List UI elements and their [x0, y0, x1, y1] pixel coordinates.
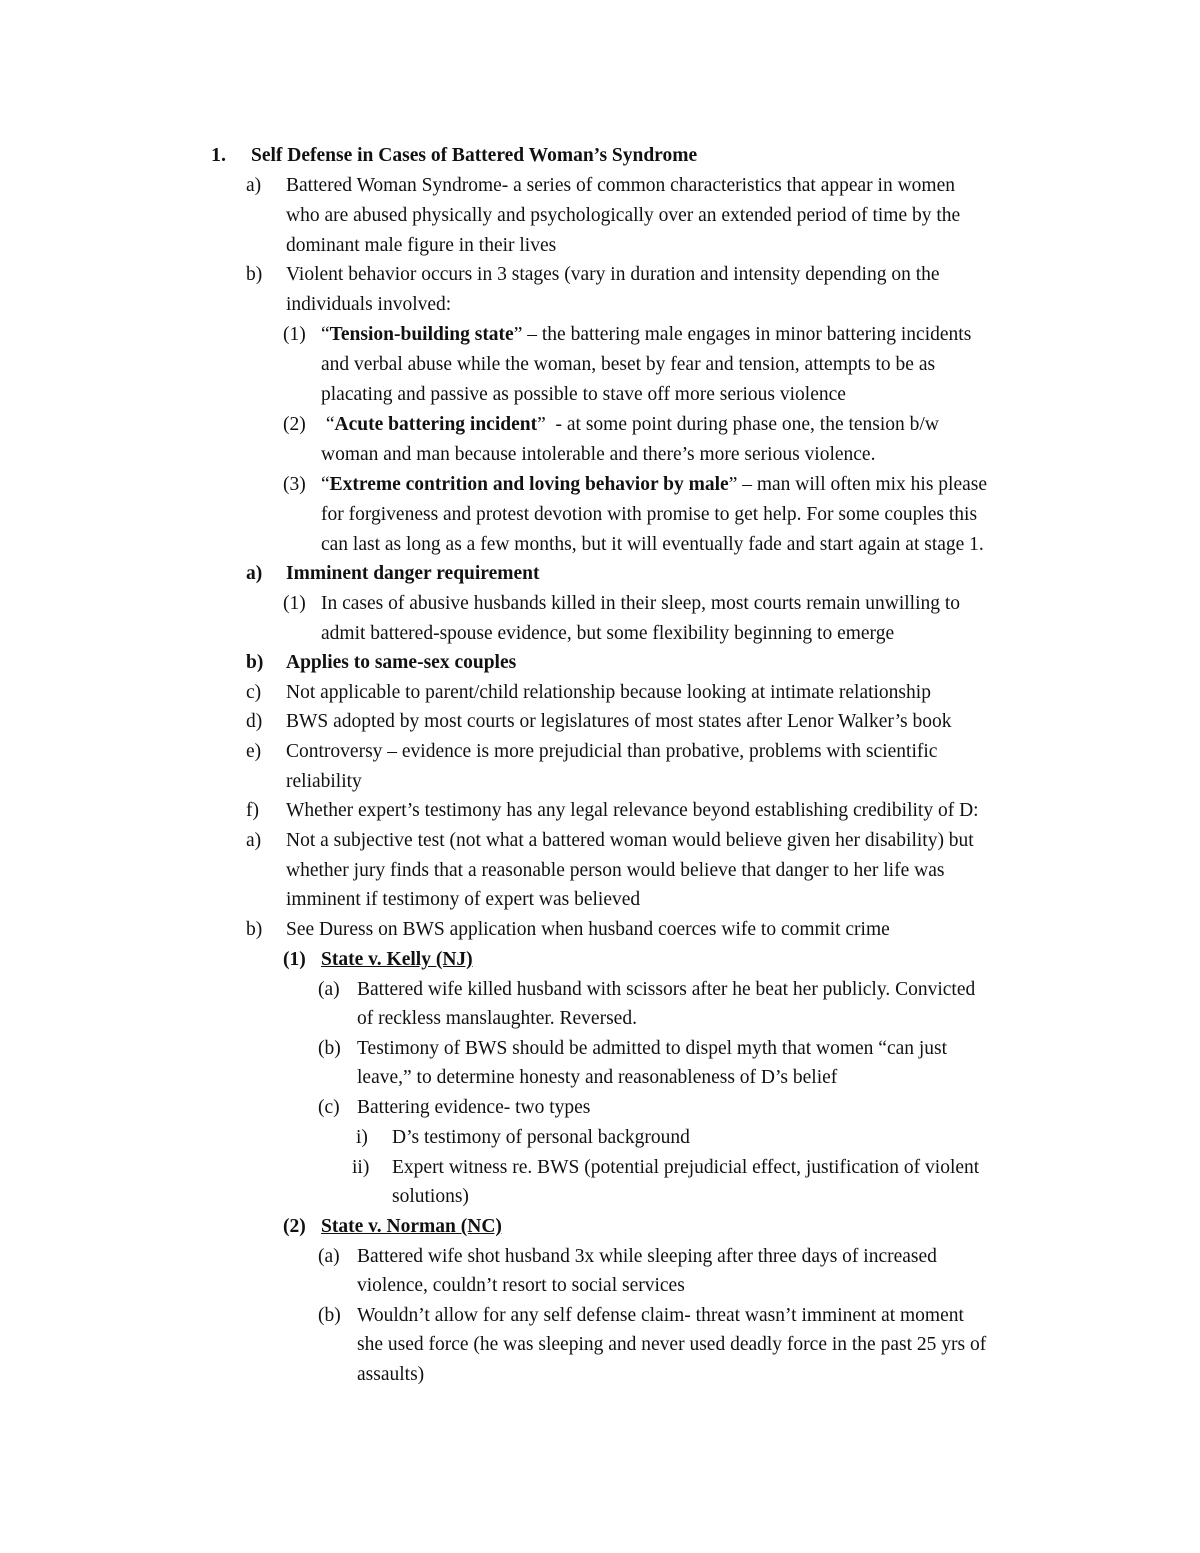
case-point-text: Battered wife killed husband with scissors after he beat her publicly. Convicted — [357, 979, 976, 1000]
case-point-text: assaults) — [357, 1364, 425, 1385]
heading-marker — [211, 143, 226, 168]
subitem-text: placating and passive as possible to stave off more serious violence — [321, 384, 846, 405]
subitem-text: In cases of abusive husbands killed in their sleep, most courts remain unwilling to — [321, 593, 961, 614]
item-marker: c) — [246, 682, 262, 703]
item-marker: a) — [246, 175, 262, 196]
item-text: Controversy – evidence is more prejudicial than probative, problems with scientific — [286, 741, 938, 762]
case-point-text: of reckless manslaughter. Reversed. — [357, 1008, 637, 1029]
item-marker: d) — [246, 711, 263, 732]
quote-open: “ — [321, 324, 330, 345]
stage-name: Extreme contrition and loving behavior by male — [329, 474, 729, 495]
stage-name: Acute battering incident — [334, 414, 538, 435]
item-text: whether jury finds that a reasonable person would believe that danger to her life was — [286, 860, 945, 881]
case-point-marker: (b) — [318, 1305, 341, 1326]
item-text: reliability — [286, 771, 362, 792]
roman-text: Expert witness re. BWS (potential prejudicial effect, justification of violent — [392, 1157, 980, 1178]
item-text: Battered Woman Syndrome- a series of common characteristics that appear in women — [286, 175, 955, 196]
item-marker: b) — [246, 652, 264, 673]
item-marker: a) — [246, 563, 263, 584]
item-marker: a) — [246, 830, 262, 851]
case-point-text: she used force (he was sleeping and never used deadly force in the past 25 yrs of — [357, 1334, 987, 1355]
subitem-marker: (1) — [283, 324, 306, 345]
subitem-text: and verbal abuse while the woman, beset by fear and tension, attempts to be as — [321, 354, 936, 375]
case-marker: (1) — [283, 949, 306, 970]
subitem-text: admit battered-spouse evidence, but some flexibility beginning to emerge — [321, 623, 895, 644]
item-text: See Duress on BWS application when husband coerces wife to commit crime — [286, 919, 890, 940]
case-point-marker: (b) — [318, 1038, 341, 1059]
subitem-marker: (2) — [283, 414, 306, 435]
item-marker: f) — [246, 800, 259, 821]
case-point-text: Wouldn’t allow for any self defense claim- threat wasn’t imminent at moment — [357, 1305, 964, 1326]
item-text: imminent if testimony of expert was believed — [286, 889, 641, 910]
stage-description: ” – man will often mix his please — [728, 474, 988, 495]
subitem-text: for forgiveness and protest devotion with promise to get help. For some couples this — [321, 504, 978, 525]
stage-description: ” – the battering male engages in minor battering incidents — [513, 324, 972, 345]
roman-text: D’s testimony of personal background — [392, 1127, 690, 1148]
roman-text: solutions) — [392, 1186, 469, 1207]
case-point-marker: (a) — [318, 979, 340, 1000]
quote-open: “ — [321, 474, 330, 495]
subitem-text — [321, 323, 971, 347]
item-text: Applies to same-sex couples — [286, 652, 517, 673]
subitem-text: can last as long as a few months, but it will eventually fade and start again at stage 1. — [321, 534, 984, 555]
roman-marker: i) — [356, 1127, 368, 1148]
case-point-text: Battering evidence- two types — [357, 1097, 591, 1118]
item-text: BWS adopted by most courts or legislatures of most states after Lenor Walker’s book — [286, 711, 952, 732]
item-text: individuals involved: — [286, 294, 452, 315]
subitem-marker: (3) — [283, 474, 306, 495]
case-point-text: leave,” to determine honesty and reasonableness of D’s belief — [357, 1067, 838, 1088]
subitem-text: woman and man because intolerable and there’s more serious violence. — [321, 444, 876, 465]
roman-marker: ii) — [352, 1157, 370, 1178]
item-text: who are abused physically and psychologically over an extended period of time by the — [286, 205, 961, 226]
case-point-text: violence, couldn’t resort to social services — [357, 1275, 685, 1296]
stage-name: Tension-building state — [329, 324, 514, 345]
item-text: Not applicable to parent/child relationship because looking at intimate relationship — [286, 682, 931, 703]
item-marker: e) — [246, 741, 262, 762]
subitem-marker: (1) — [283, 593, 306, 614]
item-text: Whether expert’s testimony has any legal relevance beyond establishing credibility of D: — [286, 800, 979, 821]
heading-title — [251, 144, 697, 168]
case-marker: (2) — [283, 1216, 306, 1237]
case-point-text: Testimony of BWS should be admitted to dispel myth that women “can just — [357, 1038, 948, 1059]
item-marker: b) — [246, 919, 263, 940]
subitem-text — [321, 473, 987, 497]
heading-number: 1. — [211, 144, 226, 166]
subitem-text — [321, 413, 939, 437]
stage-description: ” - at some point during phase one, the tension b/w — [537, 414, 939, 435]
item-text: Imminent danger requirement — [286, 563, 540, 584]
case-title: State v. Kelly (NJ) — [321, 949, 473, 970]
case-point-marker: (c) — [318, 1097, 340, 1118]
case-title: State v. Norman (NC) — [321, 1216, 502, 1237]
case-point-text: Battered wife shot husband 3x while sleeping after three days of increased — [357, 1246, 937, 1267]
item-text: dominant male figure in their lives — [286, 235, 557, 256]
case-point-marker: (a) — [318, 1246, 340, 1267]
item-text: Not a subjective test (not what a battered woman would believe given her disability) but — [286, 830, 974, 851]
heading-title-text: Self Defense in Cases of Battered Woman’s Syndrome — [251, 145, 698, 166]
item-marker: b) — [246, 264, 263, 285]
quote-open: “ — [321, 414, 335, 435]
item-text: Violent behavior occurs in 3 stages (vary in duration and intensity depending on the — [286, 264, 940, 285]
